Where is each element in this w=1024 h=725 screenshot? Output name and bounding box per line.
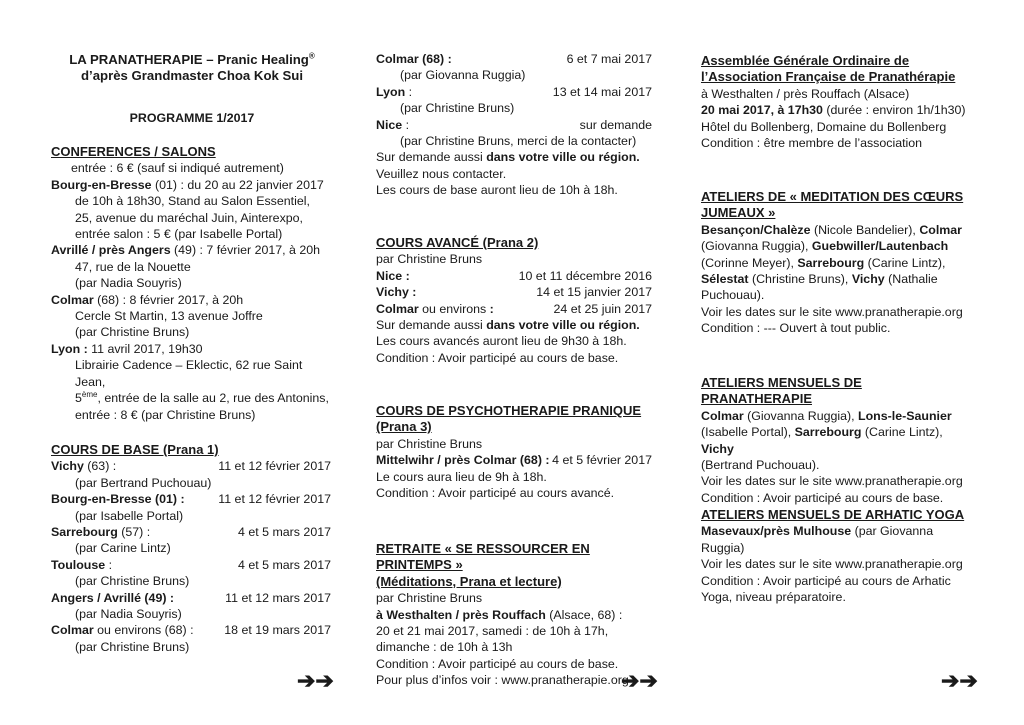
retreat-by: par Christine Bruns [376,591,483,606]
event-bourg: Bourg-en-Bresse (01) : du 20 au 22 janvier 2017 [51,177,324,192]
psychotherapy-condition: Condition : Avoir participé au cours avancé. [376,486,615,501]
base-row-toulouse: Toulouse : 4 et 5 mars 2017 [51,557,331,572]
conferences-intro: entrée : 6 € (sauf si indiqué autrement) [71,161,284,176]
meditation-heading: ATELIERS DE « MEDITATION DES CŒURS [701,189,964,204]
next-page-arrow-icon: ➔➔ [941,668,978,693]
arhatic-yoga-section [701,507,971,605]
registered-mark: ® [308,51,315,61]
adv-hours: Les cours avancés auront lieu de 9h30 à 18h. [376,334,627,349]
event-bourg-detail: de 10h à 18h30, Stand au Salon Essentiel, [75,194,310,209]
retreat-place: à Westhalten / près Rouffach (Alsace, 68) : [376,607,623,622]
event-avrille: Avrillé / près Angers (49) : 7 février 2017, à 20h [51,243,321,258]
base-row-nice-by: (par Christine Bruns, merci de la contacter) [400,134,637,149]
base-row-colmar-may: Colmar (68) : 6 et 7 mai 2017 [376,52,652,66]
document-title [51,52,333,85]
monthly-line-1: Colmar (Giovanna Ruggia), Lons-le-Saunier [701,408,952,423]
base-row-nice: Nice : sur demande [376,117,652,132]
psychotherapy-heading-2: (Prana 3) [376,419,432,435]
base-row-toulouse-by: (par Christine Bruns) [75,574,190,589]
monthly-line-3: (Bertrand Puchouau). [701,458,820,473]
base-row-vichy: Vichy (63) : 11 et 12 février 2017 [51,459,331,474]
adv-condition: Condition : Avoir participé au cours de base. [376,350,619,365]
meditation-line-4: Sélestat (Christine Bruns), Vichy (Nathalie [701,272,938,287]
advanced-course-section [376,235,652,366]
assembly-date: 20 mai 2017, à 17h30 (durée : environ 1h/1h30) [701,103,966,118]
next-page-arrow-icon: ➔➔ [297,668,334,693]
retreat-dates: 20 et 21 mai 2017, samedi : de 10h à 17h, [376,624,609,639]
base-row-vichy-by: (par Bertrand Puchouau) [75,475,212,490]
base-row-colmar-may-by: (par Giovanna Ruggia) [400,68,526,83]
meditation-condition: Condition : --- Ouvert à tout public. [701,321,891,336]
event-colmar-address: Cercle St Martin, 13 avenue Joffre [75,309,263,324]
base-hours: Les cours de base auront lieu de 10h à 18h. [376,183,618,198]
event-lyon: Lyon : 11 avril 2017, 19h30 [51,341,203,356]
event-colmar: Colmar (68) : 8 février 2017, à 20h [51,292,244,307]
general-assembly-section [701,53,971,151]
title-line-1: LA PRANATHERAPIE – Pranic Healing [69,52,309,67]
event-lyon-address: 5ème, entrée de la salle au 2, rue des Antonins, [75,389,329,406]
psychotherapy-by: par Christine Bruns [376,436,483,451]
base-row-angers-by: (par Nadia Souyris) [75,607,182,622]
base-row-sarrebourg-by: (par Carine Lintz) [75,541,171,556]
base-row-bourg: Bourg-en-Bresse (01) : 11 et 12 février 2017 [51,492,331,507]
base-on-request: Sur demande aussi dans votre ville ou région. [376,150,640,165]
retreat-info: Pour plus d’infos voir : www.pranatherapie.org [376,673,629,688]
monthly-line-2: (Isabelle Portal), Sarrebourg (Carine Lintz), Vichy [701,425,943,456]
psychotherapy-row: Mittelwihr / près Colmar (68) : 4 et 5 février 2017 [376,453,652,468]
meditation-line-1: Besançon/Chalèze (Nicole Bandelier), Colmar [701,222,963,237]
assembly-venue: Hôtel du Bollenberg, Domaine du Bollenberg [701,119,947,134]
monthly-condition: Condition : Avoir participé au cours de base. [701,490,944,505]
monthly-site: Voir les dates sur le site www.pranatherapie.org [701,474,963,489]
base-course-continued [376,51,652,199]
base-course-heading: COURS DE BASE (Prana 1) [51,442,219,457]
advanced-course-by: par Christine Bruns [376,252,483,267]
base-row-lyon-by: (par Christine Bruns) [400,101,515,116]
base-row-colmar: Colmar ou environs (68) : 18 et 19 mars 2017 [51,623,331,638]
arhatic-place: Masevaux/près Mulhouse (par Giovanna Ruggia) [701,524,934,555]
arhatic-yoga-heading: ATELIERS MENSUELS DE ARHATIC YOGA [701,507,965,522]
arhatic-site: Voir les dates sur le site www.pranatherapie.org [701,557,963,572]
assembly-where: à Westhalten / près Rouffach (Alsace) [701,86,910,101]
next-page-arrow-icon: ➔➔ [621,668,658,693]
arhatic-condition: Condition : Avoir participé au cours de Arhatic [701,573,951,588]
event-bourg-address: 25, avenue du maréchal Juin, Ainterexpo, [75,210,303,225]
title-line-2: d’après Grandmaster Choa Kok Sui [80,68,304,84]
base-row-colmar-by: (par Christine Bruns) [75,639,190,654]
advanced-course-heading: COURS AVANCÉ (Prana 2) [376,235,539,250]
base-row-angers: Angers / Avrillé (49) : 11 et 12 mars 2017 [51,590,331,605]
event-lyon-venue: Librairie Cadence – Eklectic, 62 rue Saint Jean, [75,358,303,389]
adv-row-colmar: Colmar ou environs : 24 et 25 juin 2017 [376,301,652,316]
meditation-line-5: Puchouau). [701,288,765,303]
conferences-heading: CONFERENCES / SALONS [51,144,216,159]
retreat-heading: RETRAITE « SE RESSOURCER EN PRINTEMPS » [376,541,590,573]
psychotherapy-section [376,403,652,501]
monthly-pranatherapy-section [701,375,971,506]
adv-row-nice: Nice : 10 et 11 décembre 2016 [376,268,652,283]
meditation-line-2: (Giovanna Ruggia), Guebwiller/Lautenbach [701,239,949,254]
base-row-lyon: Lyon : 13 et 14 mai 2017 [376,84,652,99]
base-contact: Veuillez nous contacter. [376,166,507,181]
psychotherapy-heading: COURS DE PSYCHOTHERAPIE PRANIQUE [376,403,642,418]
monthly-pranatherapy-heading: ATELIERS MENSUELS DE PRANATHERAPIE [701,375,862,407]
retreat-sunday: dimanche : de 10h à 13h [376,640,513,655]
retreat-heading-2: (Méditations, Prana et lecture) [376,573,562,589]
base-row-sarrebourg: Sarrebourg (57) : 4 et 5 mars 2017 [51,525,331,540]
meditation-heading-2: JUMEAUX » [701,205,776,221]
base-row-bourg-by: (par Isabelle Portal) [75,508,184,523]
adv-on-request: Sur demande aussi dans votre ville ou région. [376,318,640,333]
meditation-site: Voir les dates sur le site www.pranatherapie.org [701,304,963,319]
meditation-line-3: (Corinne Meyer), Sarrebourg (Carine Lintz), [701,255,946,270]
assembly-condition: Condition : être membre de l’association [701,136,923,151]
retreat-condition: Condition : Avoir participé au cours de base. [376,656,619,671]
psychotherapy-hours: Le cours aura lieu de 9h à 18h. [376,469,547,484]
event-avrille-address: 47, rue de la Nouette [75,259,191,274]
retreat-section [376,541,652,689]
programme-label: PROGRAMME 1/2017 [129,111,255,125]
event-avrille-by: (par Nadia Souyris) [75,276,182,291]
meditation-section [701,189,971,337]
conferences-section [51,144,333,423]
event-colmar-by: (par Christine Bruns) [75,325,190,340]
base-course-section [51,442,331,655]
arhatic-condition-2: Yoga, niveau préparatoire. [701,590,846,605]
assembly-heading: Assemblée Générale Ordinaire de [701,53,910,68]
adv-row-vichy: Vichy : 14 et 15 janvier 2017 [376,285,652,300]
assembly-heading-2: l’Association Française de Pranathérapie [701,69,956,85]
event-bourg-entry: entrée salon : 5 € (par Isabelle Portal) [75,227,283,242]
event-lyon-entry: entrée : 8 € (par Christine Bruns) [75,407,256,422]
